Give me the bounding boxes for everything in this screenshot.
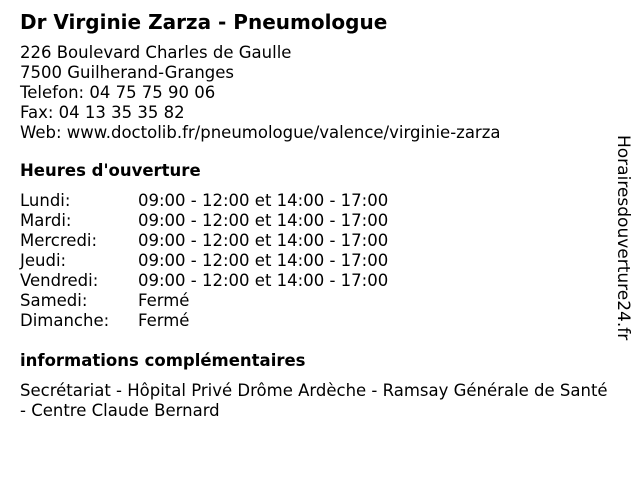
- info-text: Secrétariat - Hôpital Privé Drôme Ardèche - Ramsay Générale de Santé - Centre Claude Bernard: [20, 381, 608, 420]
- site-watermark: Horairesdouverture24.fr: [613, 135, 633, 341]
- hours-day: Vendredi:: [20, 271, 99, 290]
- business-card: [20, 8, 610, 421]
- street-address: 226 Boulevard Charles de Gaulle: [20, 43, 292, 62]
- hours-row-mardi: [20, 211, 610, 231]
- hours-row-vendredi: [20, 271, 610, 291]
- hours-day: Jeudi:: [20, 251, 67, 270]
- hours-row-samedi: [20, 291, 610, 311]
- phone-number: Telefon: 04 75 75 90 06: [20, 83, 216, 102]
- hours-day: Samedi:: [20, 291, 88, 310]
- hours-row-mercredi: [20, 231, 610, 251]
- hours-time: 09:00 - 12:00 et 14:00 - 17:00: [138, 231, 389, 250]
- hours-time: 09:00 - 12:00 et 14:00 - 17:00: [138, 271, 389, 290]
- hours-time: 09:00 - 12:00 et 14:00 - 17:00: [138, 191, 389, 210]
- hours-day: Mercredi:: [20, 231, 98, 250]
- hours-row-jeudi: [20, 251, 610, 271]
- hours-day: Lundi:: [20, 191, 71, 210]
- hours-time: Fermé: [138, 311, 190, 330]
- city-address: 7500 Guilherand-Granges: [20, 63, 235, 82]
- hours-day: Dimanche:: [20, 311, 110, 330]
- hours-row-dimanche: [20, 311, 610, 331]
- hours-row-lundi: [20, 191, 610, 211]
- website-link: Web: www.doctolib.fr/pneumologue/valence/virginie-zarza: [20, 123, 501, 142]
- hours-time: 09:00 - 12:00 et 14:00 - 17:00: [138, 211, 389, 230]
- contact-block: [20, 43, 610, 143]
- hours-day: Mardi:: [20, 211, 72, 230]
- hours-time: 09:00 - 12:00 et 14:00 - 17:00: [138, 251, 389, 270]
- page-title: Dr Virginie Zarza - Pneumologue: [20, 10, 388, 34]
- hours-time: Fermé: [138, 291, 190, 310]
- fax-number: Fax: 04 13 35 35 82: [20, 103, 185, 122]
- hours-table: [20, 191, 610, 331]
- info-heading: informations complémentaires: [20, 351, 306, 370]
- hours-heading: Heures d'ouverture: [20, 161, 201, 180]
